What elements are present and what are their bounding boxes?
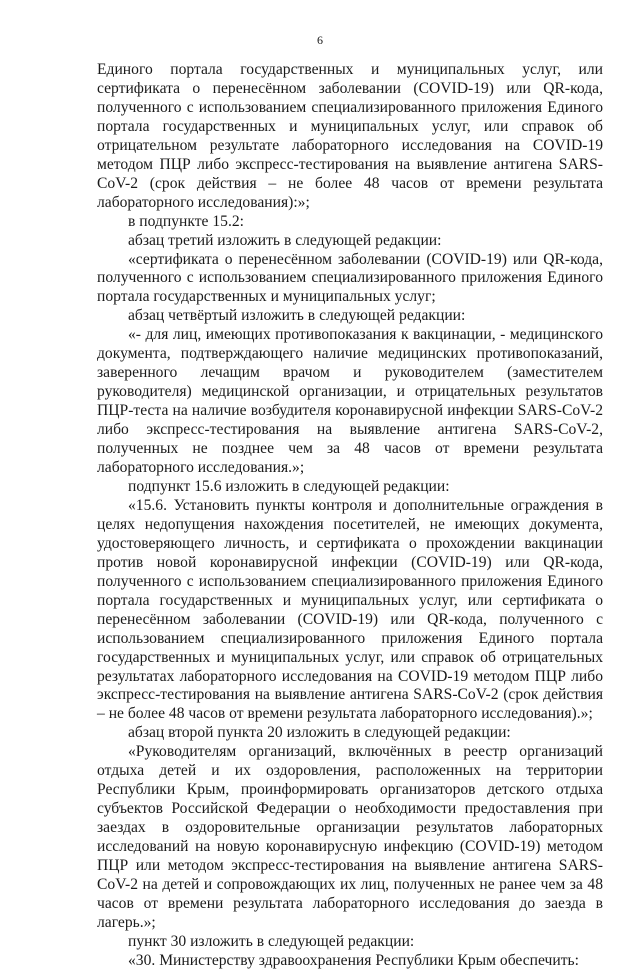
document-body bbox=[97, 61, 603, 971]
paragraph-subclause-15-6-intro: подпункт 15.6 изложить в следующей редакции: bbox=[128, 477, 450, 495]
page-number: 6 bbox=[317, 33, 323, 47]
paragraph-contraindications: «- для лиц, имеющих противопоказания к вакцинации, - медицинского документа, подтверждающего наличие медицинских противопоказаний, заверенного лечащим врачом и руководителем (заместителем руководителя) медицинской организации, и отрицательных результатов ПЦР-теста на наличие возбудителя коронавирусной инфекции SARS-CoV-2 либо экспресс-тестирования на выявление антигена SARS-CoV-2, полученных не позднее чем за 48 часов от времени результата лабораторного исследования.»; bbox=[97, 326, 603, 477]
paragraph-certificate-text: «сертификата о перенесённом заболевании (COVID-19) или QR-кода, полученного с использованием специализированного приложения Единого портала государственных и муниципальных услуг; bbox=[97, 250, 603, 306]
paragraph-clause-15-6: «15.6. Установить пункты контроля и дополнительные ограждения в целях недопущения нахождения посетителей, не имеющих документа, удостоверяющего личность, и сертификата о прохождении вакцинации против новой коронавирусной инфекции (COVID-19) или QR-кода, полученного с использованием специализированного приложения Единого портала государственных и муниципальных услуг, или сертификата о перенесённом заболевании (COVID-19) или QR-кода, полученного с использованием специализированного приложения Единого портала государственных и муниципальных услуг, или справок об отрицательных результатах лабораторного исследования на COVID-19 методом ПЦР либо экспресс-тестирования на выявление антигена SARS-CoV-2 (срок действия – не более 48 часов от времени результата лабораторного исследования).»; bbox=[97, 496, 603, 723]
paragraph-subclause-15-2: в подпункте 15.2: bbox=[128, 212, 245, 230]
paragraph-amend-third: абзац третий изложить в следующей редакции: bbox=[128, 231, 442, 249]
paragraph-clause-20-intro: абзац второй пункта 20 изложить в следующей редакции: bbox=[128, 724, 511, 742]
paragraph-continuation: Единого портала государственных и муниципальных услуг, или сертификата о перенесённом заболевании (COVID-19) или QR-кода, полученного с использованием специализированного приложения Единого портала государственных и муниципальных услуг, или справок об отрицательном результате лабораторного исследования на COVID-19 методом ПЦР либо экспресс-тестирования на выявление антигена SARS-CoV-2 (срок действия – не более 48 часов от времени результата лабораторного исследования):»; bbox=[97, 61, 603, 211]
paragraph-clause-30-intro: пункт 30 изложить в следующей редакции: bbox=[128, 932, 415, 950]
paragraph-clause-30: «30. Министерству здравоохранения Республики Крым обеспечить: bbox=[128, 951, 579, 969]
paragraph-clause-20: «Руководителям организаций, включённых в реестр организаций отдыха детей и их оздоровления, расположенных на территории Республики Крым, проинформировать организаторов детского отдыха субъектов Российской Федерации о необходимости предоставления при заездах в оздоровительные организации результатов лабораторных исследований на новую коронавирусную инфекцию (COVID-19) методом ПЦР или методом экспресс-тестирования на выявление антигена SARS-CoV-2 на детей и сопровождающих их лиц, полученных не ранее чем за 48 часов от времени результата лабораторного исследования до заезда в лагерь.»; bbox=[97, 743, 603, 931]
paragraph-amend-fourth: абзац четвёртый изложить в следующей редакции: bbox=[128, 307, 466, 325]
